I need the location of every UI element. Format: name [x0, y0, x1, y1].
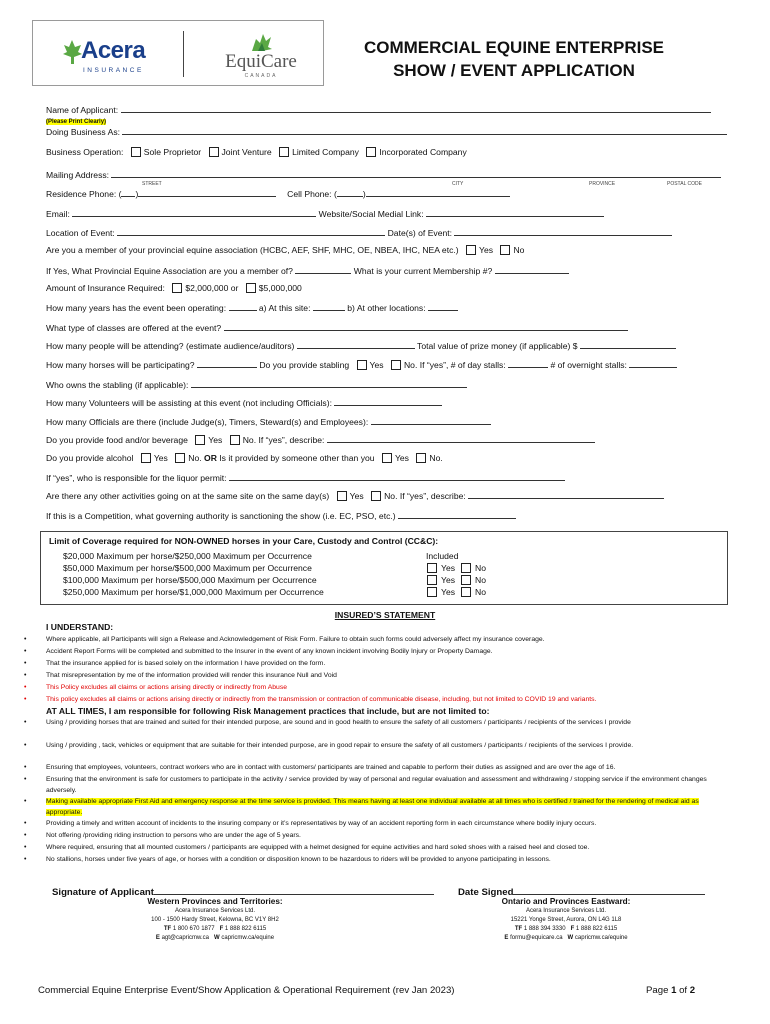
eastern-office	[436, 897, 696, 943]
insurance-5m-checkbox[interactable]	[246, 283, 256, 293]
website-label: Website/Social Medial Link:	[318, 209, 424, 219]
attendance-question: How many people will be attending? (estimate audience/auditors)	[46, 341, 295, 351]
coverage-20k-yes-label: Yes	[441, 563, 456, 573]
residence-phone-label: Residence Phone: (	[46, 189, 122, 199]
understand-heading: I UNDERSTAND:	[46, 622, 114, 632]
equicare-wordmark: EquiCare	[225, 51, 297, 72]
row-business-operation	[46, 147, 467, 158]
postal-code-caption: POSTAL CODE	[667, 181, 703, 187]
email-label: Email:	[46, 209, 70, 219]
coverage-20k-yes-checkbox[interactable]	[427, 563, 437, 573]
day-stalls-label: No. If “yes”, # of day stalls:	[403, 360, 506, 370]
row-volunteers	[46, 397, 442, 409]
alcohol-other-no-label: No.	[429, 453, 443, 463]
officials-question: How many Officials are there (include Judge(s), Timers, Steward(s) and Employees):	[46, 417, 369, 427]
row-officials	[46, 416, 491, 428]
website-field[interactable]	[426, 208, 604, 217]
eastern-office-email[interactable]: formu@equicare.ca	[510, 935, 563, 941]
coverage-option-20k: $20,000 Maximum per horse/$250,000 Maximum per Occurrence	[63, 551, 312, 561]
coverage-20k-no-label: No	[475, 563, 487, 573]
coverage-100k-no-label: No	[475, 587, 487, 597]
mailing-address-field[interactable]	[111, 169, 721, 178]
row-other-activities	[46, 490, 664, 502]
risk-item-first-aid: • Making available appropriate First Aid and emergency response at the time service is provided. This means having at least one individual available at all times who is certified / trained for the rendering of medical aid as appropriate.	[24, 798, 699, 816]
coverage-50k-no-checkbox[interactable]	[461, 575, 471, 585]
risk-item: • Providing a timely and written account of incidents to the insuring company or it’s representatives by way of an accident reporting form in each circumstance where bodily injury occurs.	[24, 820, 597, 827]
eastern-office-website[interactable]: capricmw.ca/equine	[574, 935, 628, 941]
logo-divider	[183, 31, 184, 77]
coverage-option-250k: $250,000 Maximum per horse/$1,000,000 Maximum per Occurrence	[63, 587, 324, 597]
coverage-100k-no-checkbox[interactable]	[461, 587, 471, 597]
cell-paren-close: )	[362, 189, 366, 199]
classes-field[interactable]	[224, 322, 628, 331]
joint-venture-label: Joint Venture	[221, 147, 272, 157]
location-field[interactable]	[117, 227, 385, 236]
understand-item-text: Where applicable, all Participants will sign a Release and Acknowledgement of Risk Form. Failure to obtain such forms could adversely affect my insurance coverage.	[46, 636, 545, 643]
risk-item-text: Using / providing horses that are trained and suited for their intended purpose, are sound and in good health to ensure the safety of all customers / participants / recipients of the services I provide	[46, 719, 631, 726]
officials-field[interactable]	[371, 416, 491, 425]
row-stabling-owner	[46, 379, 467, 391]
business-operation-label: Business Operation:	[46, 147, 124, 157]
understand-item-text: That misrepresentation by me of the information provided will render this insurance Null and Void	[46, 672, 337, 679]
residence-area-code[interactable]	[121, 188, 135, 197]
location-label: Location of Event:	[46, 228, 115, 238]
stabling-question: Do you provide stabling	[259, 360, 350, 370]
western-office	[85, 897, 345, 943]
liquor-permit-field[interactable]	[229, 472, 565, 481]
coverage-20k-no-checkbox[interactable]	[461, 563, 471, 573]
risk-item: • Using / providing , tack, vehicles or equipment that are suitable for their intended purpose, are in good repair to ensure the safety of all customers / participants / recipients of the services I provide.	[24, 742, 634, 749]
risk-item-text: Making available appropriate First Aid and emergency response at the time service is provided. This means having at least one individual available at all times who is certified / trained for the rendering of medical aid as appropriate.	[46, 798, 699, 816]
western-office-title: Western Provinces and Territories:	[147, 897, 283, 906]
risk-item-text: Where required, ensuring that all mounted customers / participants are equipped with a helmet designed for equine activities and hard soled shoes with a raised heel and closed toe.	[46, 844, 590, 851]
coverage-heading: Limit of Coverage required for NON-OWNED horses in your Care, Custody and Control (CC&C):	[49, 536, 439, 546]
street-caption: STREET	[142, 181, 162, 187]
overnight-stalls-label: # of overnight stalls:	[550, 360, 627, 370]
coverage-option-100k: $100,000 Maximum per horse/$500,000 Maximum per Occurrence	[63, 575, 317, 585]
acera-leaf-icon	[61, 39, 83, 65]
horse-leaf-icon	[246, 31, 276, 53]
understand-item-text: That the insurance applied for is based solely on the information I have provided on the form.	[46, 660, 326, 667]
day-stalls-field[interactable]	[508, 359, 548, 368]
activities-describe-label: No. If “yes”, describe:	[384, 491, 466, 501]
understand-item-text: Accident Report Forms will be completed and submitted to the Insurer in the event of any known incident involving Bodily Injury or Property Damage.	[46, 648, 493, 655]
understand-item: • That the insurance applied for is based solely on the information I have provided on the form.	[24, 660, 326, 667]
coverage-yn-20k	[427, 563, 486, 573]
stabling-owner-label: Who owns the stabling (if applicable):	[46, 380, 189, 390]
alcohol-other-yes-checkbox[interactable]	[382, 453, 392, 463]
prize-money-label: Total value of prize money (if applicable) $	[417, 341, 578, 351]
stabling-yes-label: Yes	[369, 360, 384, 370]
years-operating-field[interactable]	[229, 302, 257, 311]
governing-authority-field[interactable]	[398, 510, 516, 519]
row-liquor-permit	[46, 472, 565, 484]
food-describe-field[interactable]	[327, 434, 595, 443]
classes-question: What type of classes are offered at the event?	[46, 323, 222, 333]
row-location	[46, 227, 672, 239]
which-association-field[interactable]	[295, 265, 351, 274]
risk-item-text: Providing a timely and written account of incidents to the insuring company or it’s representatives by way of an accident reporting form in each circumstance where bodily injury occurs.	[46, 820, 597, 827]
date-signed-field[interactable]	[513, 884, 705, 895]
residence-paren-close: )	[135, 189, 139, 199]
membership-number-field[interactable]	[495, 265, 569, 274]
membership-number-label: What is your current Membership #?	[353, 266, 493, 276]
at-site-label: a) At this site:	[258, 303, 311, 313]
risk-item-text: Ensuring that employees, volunteers, contract workers who are in contact with customers/ participants are trained and capable to perform their duties as assigned and are over the age of 16.	[46, 764, 616, 771]
signature-field[interactable]	[154, 884, 434, 895]
risk-item: • Not offering /providing riding instruction to persons who are under the age of 5 years.	[24, 832, 301, 839]
stabling-owner-field[interactable]	[191, 379, 467, 388]
western-office-email[interactable]: agt@capricmw.ca	[161, 935, 210, 941]
eastern-office-phones: TF 1 888 394 3330 F 1 888 822 6115	[514, 926, 618, 932]
acera-subtitle: INSURANCE	[83, 67, 144, 74]
association-question: Are you a member of your provincial equine association (HCBC, AEF, SHF, MHC, OE, NBEA, IHC, NEA etc.)	[46, 245, 459, 255]
volunteers-question: How many Volunteers will be assisting at this event (not including Officials):	[46, 398, 332, 408]
coverage-yn-50k	[427, 575, 486, 585]
event-dates-field[interactable]	[454, 227, 672, 236]
row-classes	[46, 322, 628, 334]
understand-item: • Where applicable, all Participants will sign a Release and Acknowledgement of Risk Form. Failure to obtain such forms could adversely affect my insurance coverage.	[24, 636, 545, 643]
food-yes-label: Yes	[208, 435, 223, 445]
activities-no-checkbox[interactable]	[371, 491, 381, 501]
applicant-name-label: Name of Applicant:	[46, 105, 119, 115]
western-office-phones: TF 1 800 670 1877 F 1 888 822 6115	[163, 926, 267, 932]
western-office-website[interactable]: capricmw.ca/equine	[221, 935, 275, 941]
limited-company-label: Limited Company	[292, 147, 359, 157]
insurance-2m-label: $2,000,000 or	[185, 283, 239, 293]
risk-item: • Ensuring that employees, volunteers, contract workers who are in contact with customers/ participants are trained and capable to perform their duties as assigned and are over the age of 16.	[24, 764, 616, 771]
understand-item: • That misrepresentation by me of the information provided will render this insurance Null and Void	[24, 672, 337, 679]
attendance-field[interactable]	[297, 340, 415, 349]
province-caption: PROVINCE	[589, 181, 616, 187]
association-yes-label: Yes	[479, 245, 494, 255]
equicare-logo	[211, 31, 311, 79]
cell-area-code[interactable]	[337, 188, 363, 197]
eastern-office-address: 15221 Yonge Street, Aurora, ON L4G 1L8	[510, 917, 622, 923]
mailing-address-label: Mailing Address:	[46, 170, 110, 180]
food-question: Do you provide food and/or beverage	[46, 435, 188, 445]
coverage-yn-100k	[427, 587, 486, 597]
row-horses-stabling	[46, 359, 677, 371]
row-applicant-name	[46, 104, 711, 116]
understand-item: • Accident Report Forms will be completed and submitted to the Insurer in the event of any known incident involving Bodily Injury or Property Damage.	[24, 648, 493, 655]
activities-yes-checkbox[interactable]	[337, 491, 347, 501]
sole-proprietor-checkbox[interactable]	[131, 147, 141, 157]
food-yes-checkbox[interactable]	[195, 435, 205, 445]
limited-company-checkbox[interactable]	[279, 147, 289, 157]
footer-document-title: Commercial Equine Enterprise Event/Show Application & Operational Requirement (rev Jan 2023)	[38, 985, 455, 996]
years-operating-label: How many years has the event been operating:	[46, 303, 227, 313]
western-office-address: 100 - 1500 Hardy Street, Kelowna, BC V1Y 8H2	[151, 917, 279, 923]
row-years-operating	[46, 302, 458, 314]
insured-statement-title: INSURED’S STATEMENT	[334, 610, 436, 620]
email-field[interactable]	[72, 208, 316, 217]
risk-item: • Using / providing horses that are trained and suited for their intended purpose, are sound and in good health to ensure the safety of all customers / participants / recipients of the services I provide	[24, 719, 631, 726]
risk-item: • Ensuring that the environment is safe for customers to participate in the activity / service provided by way of personal and regular evaluation and assessment and withdrawing / stopping service if the environment changes adversely.	[24, 776, 707, 794]
alcohol-yes-label: Yes	[153, 453, 168, 463]
row-association	[46, 245, 524, 256]
eastern-office-company: Acera Insurance Services Ltd.	[525, 908, 607, 914]
alcohol-or-label: OR	[204, 453, 217, 463]
liquor-permit-label: If “yes”, who is responsible for the liquor permit:	[46, 473, 227, 483]
coverage-100k-yes-label: Yes	[441, 587, 456, 597]
event-dates-label: Date(s) of Event:	[387, 228, 453, 238]
association-no-checkbox[interactable]	[500, 245, 510, 255]
coverage-option-50k: $50,000 Maximum per horse/$500,000 Maximum per Occurrence	[63, 563, 312, 573]
risk-item: • Where required, ensuring that all mounted customers / participants are equipped with a helmet designed for equine activities and hard soled shoes with a raised heel and closed toe.	[24, 844, 590, 851]
title-line-1: COMMERCIAL EQUINE ENTERPRISE	[363, 38, 665, 57]
coverage-50k-yes-checkbox[interactable]	[427, 575, 437, 585]
coverage-100k-yes-checkbox[interactable]	[427, 587, 437, 597]
alcohol-other-no-checkbox[interactable]	[416, 453, 426, 463]
overnight-stalls-field[interactable]	[629, 359, 677, 368]
applicant-name-field[interactable]	[121, 104, 711, 113]
alcohol-other-provider-label: Is it provided by someone other than you	[219, 453, 375, 463]
stabling-yes-checkbox[interactable]	[357, 360, 367, 370]
understand-item-text: This Policy excludes all claims or actions arising directly or indirectly from Abuse	[46, 684, 288, 691]
prize-money-field[interactable]	[580, 340, 676, 349]
understand-item-text: This policy excludes all claims or actions arising directly or indirectly from the transmission or contraction of communicable disease, including, but not limited to COVID 19 and variants.	[46, 696, 597, 703]
association-yes-checkbox[interactable]	[466, 245, 476, 255]
horses-question: How many horses will be participating?	[46, 360, 195, 370]
stabling-no-checkbox[interactable]	[391, 360, 401, 370]
activities-question: Are there any other activities going on at the same site on the same day(s)	[46, 491, 330, 501]
row-food	[46, 434, 595, 446]
coverage-50k-no-label: No	[475, 575, 487, 585]
western-office-contact: E agt@capricmw.ca W capricmw.ca/equine	[155, 935, 275, 941]
alcohol-no-label: No.	[188, 453, 202, 463]
risk-item: • No stallions, horses under five years of age, or horses with a condition or disposition known to be hazardous to riders will be provided to anyone participating in lessons.	[24, 856, 551, 863]
risk-management-heading: AT ALL TIMES, I am responsible for following Risk Management practices that include, but are not limited to:	[46, 706, 490, 716]
signature-row	[52, 884, 434, 898]
at-other-locations-label: b) At other locations:	[347, 303, 426, 313]
at-site-field[interactable]	[313, 302, 345, 311]
row-dba	[46, 126, 727, 138]
insurance-2m-checkbox[interactable]	[172, 283, 182, 293]
risk-item-text: Using / providing , tack, vehicles or equipment that are suitable for their intended purpose, are in good repair to ensure the safety of all customers / participants / recipients of the services I provide.	[46, 742, 634, 749]
equicare-subtitle: CANADA	[244, 73, 278, 79]
coverage-included-label: Included	[426, 551, 459, 561]
volunteers-field[interactable]	[334, 397, 442, 406]
alcohol-other-yes-label: Yes	[394, 453, 409, 463]
row-mailing-address	[46, 169, 721, 181]
activities-describe-field[interactable]	[468, 490, 664, 499]
form-title	[330, 36, 698, 82]
joint-venture-checkbox[interactable]	[209, 147, 219, 157]
row-attendance	[46, 340, 676, 352]
cell-phone-label: Cell Phone: (	[287, 189, 337, 199]
signature-label: Signature of Applicant	[52, 887, 154, 898]
print-clearly-note: (Please Print Clearly)	[46, 119, 107, 125]
insurance-amount-label: Amount of Insurance Required:	[46, 283, 165, 293]
alcohol-yes-checkbox[interactable]	[141, 453, 151, 463]
city-caption: CITY	[452, 181, 464, 187]
risk-item-text: No stallions, horses under five years of age, or horses with a condition or disposition known to be hazardous to riders will be provided to anyone participating in lessons.	[46, 856, 551, 863]
understand-item-abuse: • This Policy excludes all claims or actions arising directly or indirectly from Abuse	[24, 684, 288, 691]
eastern-office-contact: E formu@equicare.ca W capricmw.ca/equine	[504, 935, 628, 941]
acera-wordmark: Acera	[81, 37, 146, 64]
risk-item-text: Not offering /providing riding instruction to persons who are under the age of 5 years.	[46, 832, 301, 839]
row-email	[46, 208, 604, 220]
eastern-office-title: Ontario and Provinces Eastward:	[501, 897, 631, 906]
row-phones	[46, 188, 510, 200]
horses-field[interactable]	[197, 359, 257, 368]
food-describe-label: No. If “yes”, describe:	[242, 435, 325, 445]
logo-panel	[32, 20, 324, 86]
page-number: Page 1 of 2	[646, 985, 696, 996]
coverage-50k-yes-label: Yes	[441, 575, 456, 585]
insurance-5m-label: $5,000,000	[258, 283, 302, 293]
residence-phone-field[interactable]	[138, 188, 276, 197]
association-no-label: No	[513, 245, 525, 255]
which-association-label: If Yes, What Provincial Equine Association are you a member of?	[46, 266, 293, 276]
food-no-checkbox[interactable]	[230, 435, 240, 445]
row-alcohol	[46, 453, 443, 464]
governing-authority-label: If this is a Competition, what governing authority is sanctioning the show (i.e. EC, PSO, etc.)	[46, 511, 396, 521]
row-insurance-amount	[46, 283, 302, 294]
cell-phone-field[interactable]	[366, 188, 510, 197]
alcohol-question: Do you provide alcohol	[46, 453, 134, 463]
understand-item-disease: • This policy excludes all claims or actions arising directly or indirectly from the transmission or contraction of communicable disease, including, but not limited to COVID 19 and variants.	[24, 696, 597, 703]
risk-item-text: Ensuring that the environment is safe for customers to participate in the activity / service provided by way of personal and regular evaluation and assessment and withdrawing / stopping service if the environment changes adversely.	[46, 776, 707, 794]
dba-field[interactable]	[122, 126, 727, 135]
western-office-company: Acera Insurance Services Ltd.	[174, 908, 256, 914]
alcohol-no-checkbox[interactable]	[175, 453, 185, 463]
sole-proprietor-label: Sole Proprietor	[143, 147, 202, 157]
date-signed-label: Date Signed	[458, 887, 514, 898]
title-line-2: SHOW / EVENT APPLICATION	[393, 61, 635, 80]
incorporated-company-checkbox[interactable]	[366, 147, 376, 157]
dba-label: Doing Business As:	[46, 127, 121, 137]
date-signed-row	[458, 884, 705, 898]
row-governing-authority	[46, 510, 516, 522]
coverage-box	[40, 531, 728, 605]
row-which-association	[46, 265, 569, 277]
incorporated-company-label: Incorporated Company	[379, 147, 467, 157]
at-other-locations-field[interactable]	[428, 302, 458, 311]
activities-yes-label: Yes	[349, 491, 364, 501]
